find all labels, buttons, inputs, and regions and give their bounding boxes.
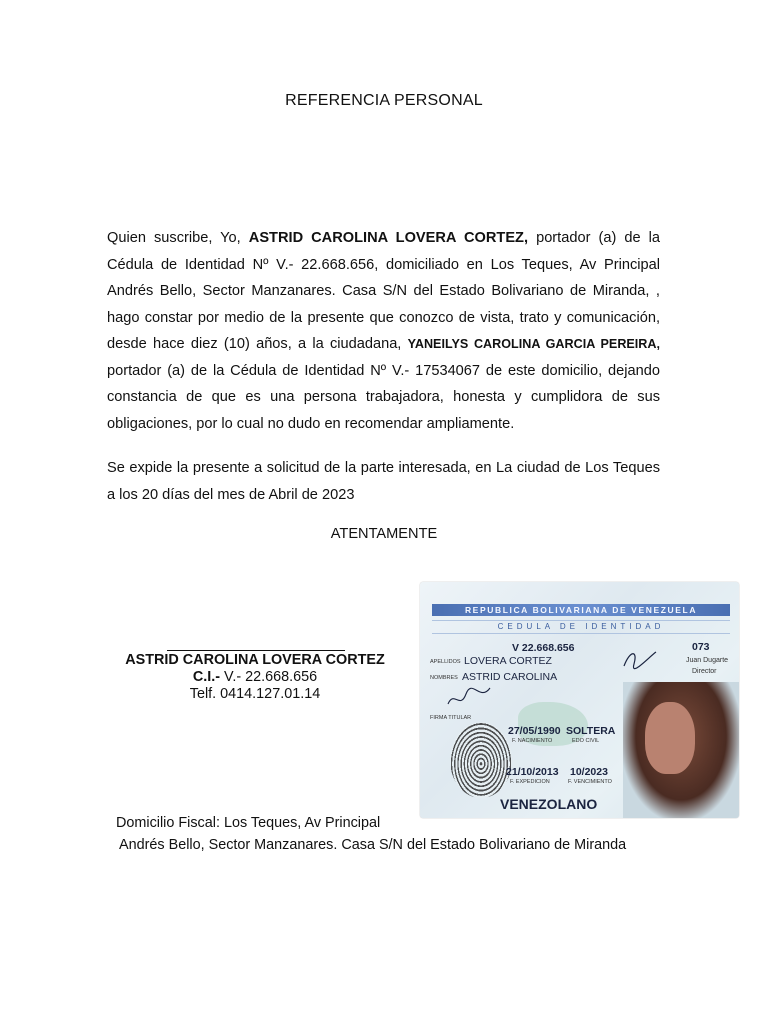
- card-nombres: ASTRID CAROLINA: [462, 671, 558, 683]
- card-nombres-label: NOMBRES: [430, 675, 458, 681]
- card-issue-label: F. EXPEDICION: [510, 779, 550, 785]
- signature-phone: Telf. 0414.127.01.14: [189, 686, 321, 702]
- issuance-paragraph: Se expide la presente a solicitud de la parte interesada, en La ciudad de Los Teques a los 20 días del mes de Abril de 2023: [107, 460, 660, 503]
- card-code: 073: [692, 641, 710, 653]
- body-text-2: portador (a) de la Cédula de Identidad Nº V.- 17534067 de este domicilio, dejando constancia de que es una persona trabajadora, honesta y cumplidora de sus obligaciones, por lo cual no dudo en recomendar ampliamente.: [107, 362, 660, 432]
- card-apellidos: LOVERA CORTEZ: [464, 655, 552, 667]
- signature-line: [167, 650, 345, 651]
- document-title: REFERENCIA PERSONAL: [285, 92, 483, 109]
- holder-signature-icon: [446, 682, 494, 712]
- card-apellidos-label: APELLIDOS: [430, 659, 461, 665]
- signature-block: [110, 652, 400, 703]
- referenced-person-name: YANEILYS CAROLINA GARCIA PEREIRA,: [407, 337, 660, 351]
- card-header: REPUBLICA BOLIVARIANA DE VENEZUELA: [432, 604, 730, 616]
- card-subheader: CEDULA DE IDENTIDAD: [432, 620, 730, 634]
- card-civil-label: EDO CIVIL: [572, 738, 600, 744]
- id-card-image: [420, 582, 739, 818]
- fingerprint-icon: [450, 722, 512, 798]
- card-id-number: V 22.668.656: [512, 642, 575, 654]
- card-civil-status: SOLTERA: [566, 725, 616, 737]
- card-birth-date: 27/05/1990: [508, 725, 561, 737]
- card-issue-date: 21/10/2013: [506, 766, 559, 778]
- card-nationality: VENEZOLANO: [500, 796, 598, 812]
- signature-ci: [110, 669, 400, 686]
- card-firma-label: FIRMA TITULAR: [430, 715, 472, 721]
- signer-name: ASTRID CAROLINA LOVERA CORTEZ,: [248, 230, 529, 246]
- closing-text: ATENTAMENTE: [330, 526, 438, 542]
- reference-paragraph: [107, 225, 660, 437]
- director-title: Director: [692, 668, 717, 675]
- card-birth-label: F. NACIMIENTO: [512, 738, 553, 744]
- card-expiry-date: 10/2023: [570, 766, 608, 778]
- intro-text: Quien suscribe, Yo,: [107, 230, 249, 246]
- signature-name: ASTRID CAROLINA LOVERA CORTEZ: [125, 652, 385, 668]
- card-photo-face: [645, 702, 695, 774]
- address-line-1: Domicilio Fiscal: Los Teques, Av Principal: [116, 815, 381, 831]
- card-expiry-label: F. VENCIMIENTO: [568, 779, 612, 785]
- ci-label: C.I.-: [192, 669, 221, 685]
- director-signature-icon: [620, 646, 660, 674]
- body-text-1: portador (a) de la Cédula de Identidad Nº V.- 22.668.656, domiciliado en Los Teques, Av Principal Andrés Bello, Sector Manzanares. Casa S/N del Estado Bolivariano de Miranda, , hago constar por medio de la presente que conozco de vista, trato y comunicación, desde hace diez (10) años, a la ciudadana,: [107, 230, 660, 352]
- fiscal-address: [116, 812, 626, 856]
- director-name: Juan Dugarte: [686, 657, 729, 664]
- address-line-2: Andrés Bello, Sector Manzanares. Casa S/N del Estado Bolivariano de Miranda: [119, 837, 627, 853]
- ci-value: V.- 22.668.656: [220, 669, 318, 685]
